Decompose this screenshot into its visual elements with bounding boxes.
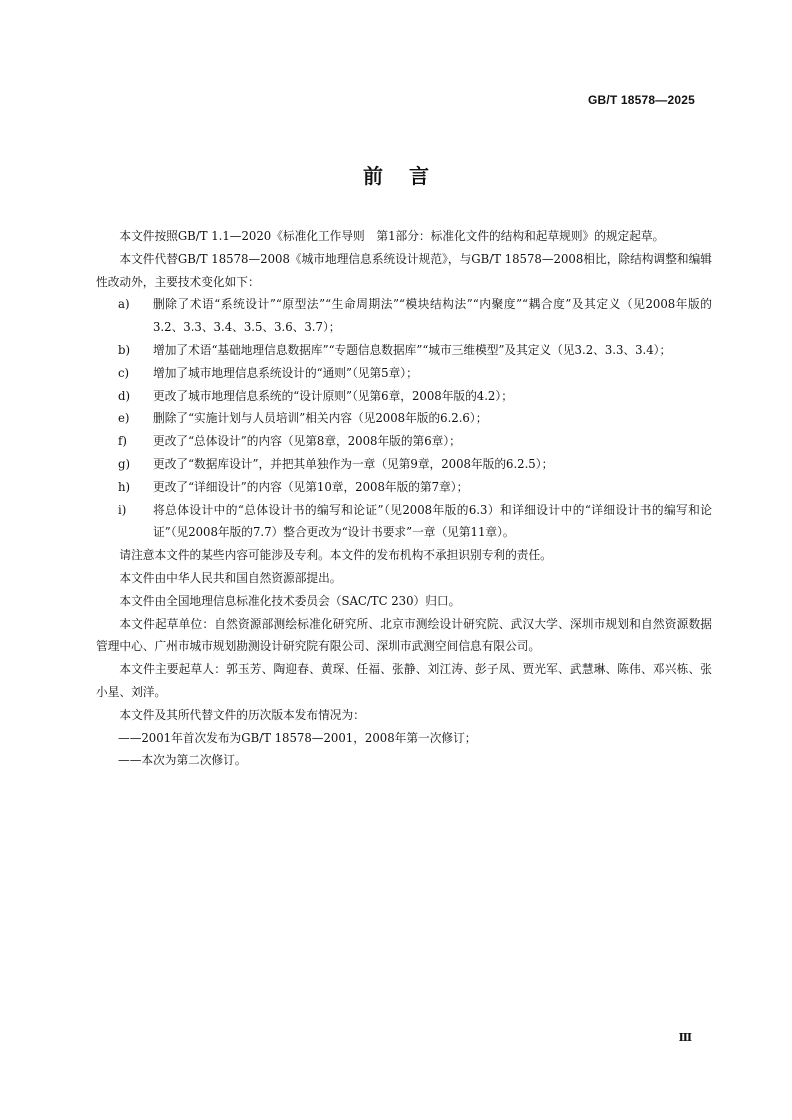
- paragraph-history-intro: 本文件及其所代替文件的历次版本发布情况为：: [119, 707, 365, 722]
- change-item-h: [118, 476, 712, 499]
- change-item-label: d): [118, 388, 131, 403]
- change-item-label: i): [118, 502, 127, 517]
- change-item-label: h): [118, 479, 131, 494]
- page-number: Ⅲ: [678, 1031, 692, 1044]
- change-item-a: [118, 293, 712, 339]
- change-item-text: 将总体设计中的“总体设计书的编写和论证”（见2008年版的6.3）和详细设计中的“详细设计书的编写和论证”（见2008年版的7.7）整合更改为“设计书要求”一章（见第11章）。: [153, 502, 712, 540]
- paragraph-patent-notice: 请注意本文件的某些内容可能涉及专利。本文件的发布机构不承担识别专利的责任。: [119, 548, 552, 563]
- change-item-label: a): [118, 297, 130, 312]
- change-item-text: 删除了“实施计划与人员培训”相关内容（见2008年版的6.2.6）；: [153, 411, 488, 426]
- change-item-label: c): [118, 365, 130, 380]
- history-item: ——本次为第二次修订。: [118, 753, 247, 768]
- paragraph-committee: 本文件由全国地理信息标准化技术委员会（SAC/TC 230）归口。: [119, 593, 461, 608]
- change-item-text: 删除了术语“系统设计”“原型法”“生命周期法”“模块结构法”“内聚度”“耦合度”及其定义（见2008年版的3.2、3.3、3.4、3.5、3.6、3.7）；: [153, 297, 712, 335]
- history-item: ——2001年首次发布为GB/T 18578—2001，2008年第一次修订；: [118, 730, 477, 745]
- change-item-label: f): [118, 434, 127, 449]
- paragraph-proposer: 本文件由中华人民共和国自然资源部提出。: [119, 570, 342, 585]
- change-item-label: e): [118, 411, 130, 426]
- change-item-g: [118, 453, 712, 476]
- change-item-f: [118, 430, 712, 453]
- change-item-text: 增加了城市地理信息系统设计的“通则”（见第5章）；: [153, 365, 418, 380]
- paragraph-drafting-rules: 本文件按照GB/T 1.1—2020《标准化工作导则 第1部分：标准化文件的结构和起草规则》的规定起草。: [119, 229, 665, 243]
- change-item-label: b): [118, 342, 131, 357]
- change-item-b: [118, 339, 712, 362]
- change-item-e: [118, 407, 712, 430]
- paragraph-replacement: 本文件代替GB/T 18578—2008《城市地理信息系统设计规范》，与GB/T 18578—2008相比，除结构调整和编辑性改动外，主要技术变化如下：: [96, 251, 712, 289]
- change-item-text: 更改了“总体设计”的内容（见第8章，2008年版的第6章）；: [153, 434, 461, 449]
- change-item-i: [118, 499, 712, 545]
- change-item-label: g): [118, 456, 131, 471]
- change-item-text: 更改了城市地理信息系统的“设计原则”（见第6章，2008年版的4.2）；: [153, 388, 513, 403]
- change-item-text: 更改了“详细设计”的内容（见第10章，2008年版的第7章）；: [153, 479, 469, 494]
- change-item-c: [118, 362, 712, 385]
- change-item-d: [118, 385, 712, 408]
- change-item-text: 更改了“数据库设计”，并把其单独作为一章（见第9章，2008年版的6.2.5）；: [153, 456, 554, 471]
- standard-number: GB/T 18578—2025: [587, 93, 695, 107]
- change-list: [96, 293, 712, 544]
- paragraph-drafters: 本文件主要起草人：郭玉芳、陶迎春、黄琛、任福、张静、刘江涛、彭子凤、贾光军、武慧琳、陈伟、邓兴栋、张小星、刘洋。: [96, 662, 712, 699]
- paragraph-drafting-units: 本文件起草单位：自然资源部测绘标准化研究所、北京市测绘设计研究院、武汉大学、深圳市规划和自然资源数据管理中心、广州市城市规划勘测设计研究院有限公司、深圳市武测空间信息有限公司。: [96, 616, 712, 654]
- foreword-body: [96, 225, 712, 772]
- page-title: 前言: [363, 164, 455, 188]
- change-item-text: 增加了术语“基础地理信息数据库”“专题信息数据库”“城市三维模型”及其定义（见3.2、3.3、3.4）；: [153, 342, 672, 357]
